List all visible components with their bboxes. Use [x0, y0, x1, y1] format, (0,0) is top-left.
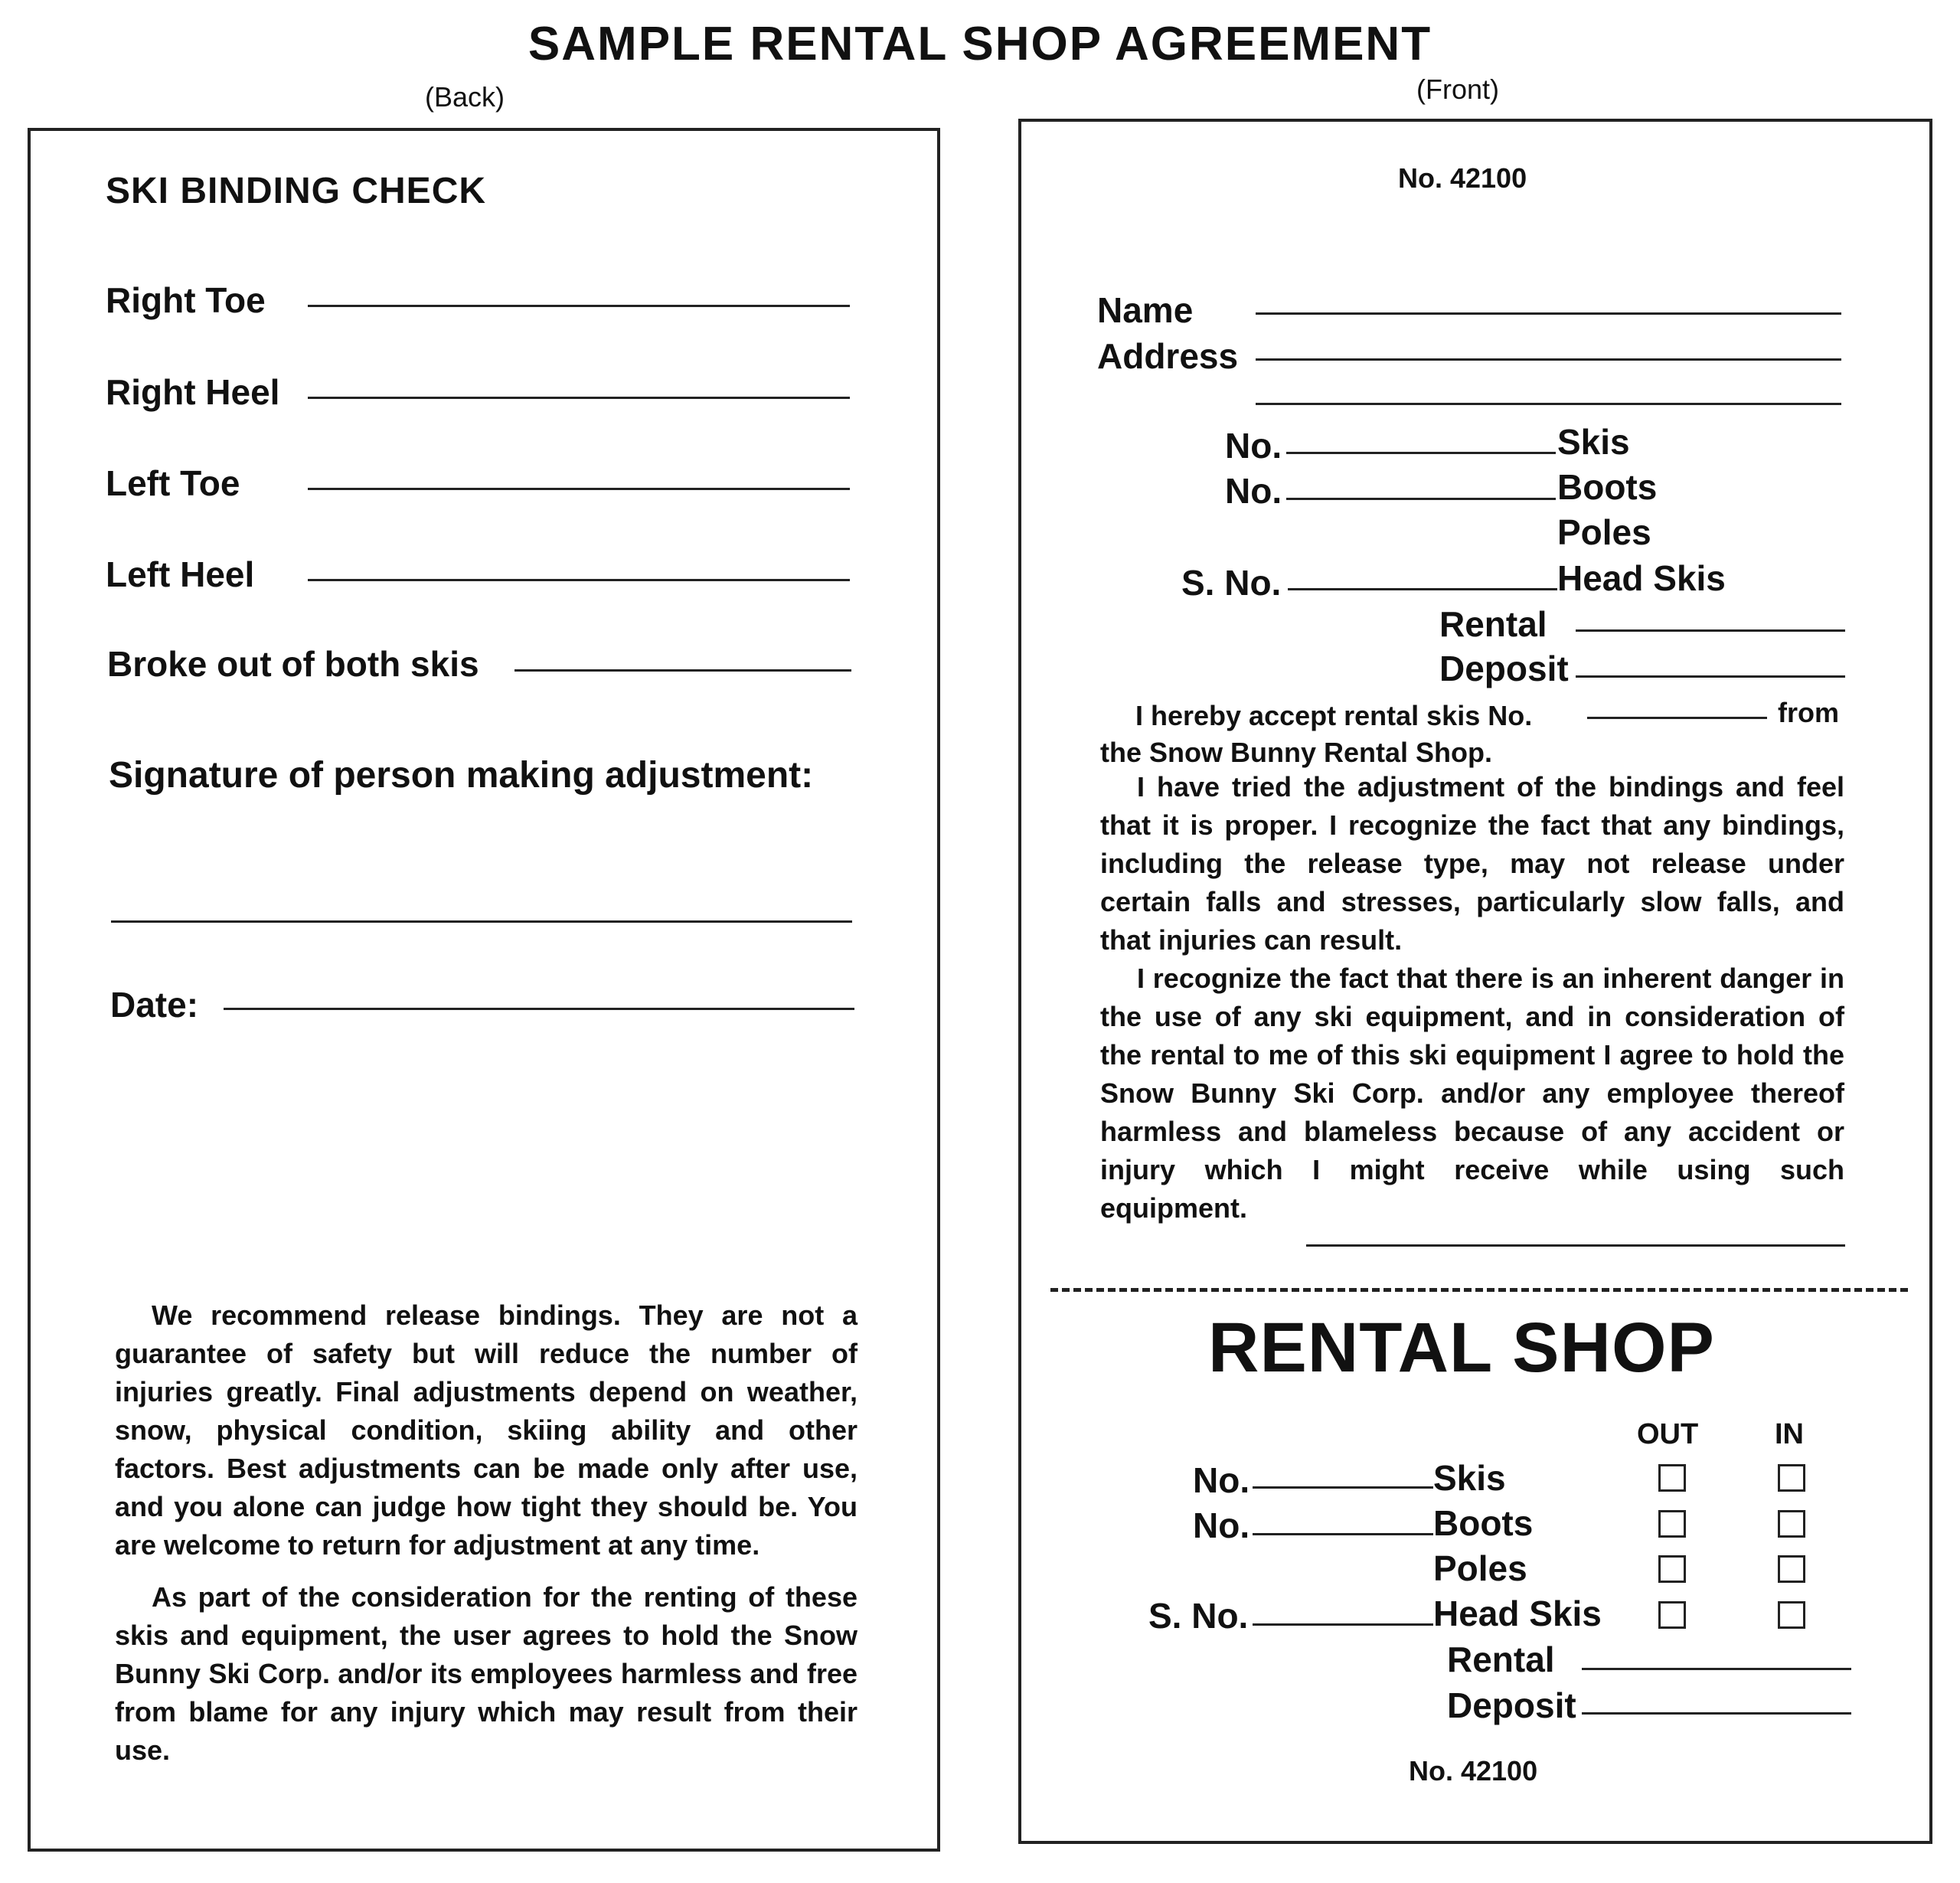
name-field[interactable] — [1256, 312, 1841, 315]
back-disclaimer — [115, 1296, 858, 1770]
skis-in-checkbox[interactable] — [1778, 1464, 1805, 1492]
back-label: (Back) — [425, 81, 505, 113]
stub-deposit-label: Deposit — [1447, 1685, 1576, 1725]
adjustment-paragraph: I have tried the adjustment of the bindings and feel that it is proper. I recognize the fact that any bindings, including the release type, may not release under certain falls and stresses, particularly slow falls, and that injuries can result. — [1100, 771, 1844, 956]
left-toe-field[interactable] — [308, 488, 850, 490]
stub-skis-label: Skis — [1433, 1458, 1506, 1498]
right-toe-field[interactable] — [308, 305, 850, 307]
boots-in-checkbox[interactable] — [1778, 1510, 1805, 1538]
deposit-field[interactable] — [1576, 675, 1845, 678]
from-text: from — [1778, 697, 1839, 728]
agreement-number: No. 42100 — [1398, 162, 1527, 194]
poles-out-checkbox[interactable] — [1658, 1555, 1686, 1583]
deposit-label: Deposit — [1439, 649, 1569, 688]
boots-no-field[interactable] — [1286, 498, 1556, 500]
stub-skis-no-label: No. — [1193, 1460, 1250, 1500]
name-label: Name — [1097, 290, 1194, 330]
accept-text: I hereby accept rental skis No. — [1135, 700, 1533, 731]
signature-field[interactable] — [111, 920, 852, 923]
right-heel-field[interactable] — [308, 397, 850, 399]
front-agreement-text — [1100, 768, 1844, 1228]
stub-boots-no-label: No. — [1193, 1505, 1250, 1545]
head-skis-in-checkbox[interactable] — [1778, 1601, 1805, 1629]
tear-line — [1050, 1288, 1908, 1292]
inherent-danger-paragraph: I recognize the fact that there is an inherent danger in the use of any ski equipment, and in consideration of the rental to me of this ski equipment I agree to hold the Snow Bunny Ski Corp. and/or any employee thereof harmless and blameless because of any accident or injury which I might receive while using such equipment. — [1100, 963, 1844, 1224]
right-toe-label: Right Toe — [106, 280, 266, 320]
front-label: (Front) — [1416, 74, 1499, 105]
in-column-label: IN — [1775, 1418, 1804, 1450]
agreement-signature-field[interactable] — [1306, 1244, 1845, 1247]
left-toe-label: Left Toe — [106, 463, 240, 503]
poles-label: Poles — [1557, 512, 1651, 552]
rental-shop-heading: RENTAL SHOP — [1208, 1309, 1715, 1387]
head-skis-out-checkbox[interactable] — [1658, 1601, 1686, 1629]
rental-label: Rental — [1439, 604, 1547, 644]
left-heel-label: Left Heel — [106, 554, 255, 594]
date-label: Date: — [110, 985, 199, 1025]
skis-out-checkbox[interactable] — [1658, 1464, 1686, 1492]
serial-no-field[interactable] — [1288, 588, 1557, 590]
boots-label: Boots — [1557, 467, 1658, 507]
stub-boots-label: Boots — [1433, 1503, 1534, 1543]
boots-no-label: No. — [1225, 471, 1282, 511]
stub-skis-no-field[interactable] — [1253, 1486, 1433, 1489]
page-title: SAMPLE RENTAL SHOP AGREEMENT — [528, 18, 1432, 70]
head-skis-label: Head Skis — [1557, 558, 1726, 598]
stub-deposit-field[interactable] — [1582, 1712, 1851, 1715]
out-column-label: OUT — [1637, 1418, 1699, 1450]
stub-boots-no-field[interactable] — [1253, 1533, 1433, 1535]
date-field[interactable] — [224, 1008, 854, 1010]
rental-field[interactable] — [1576, 629, 1845, 632]
serial-no-label: S. No. — [1181, 563, 1282, 603]
boots-out-checkbox[interactable] — [1658, 1510, 1686, 1538]
consideration-paragraph: As part of the consideration for the renting of these skis and equipment, the user agrees to hold the Snow Bunny Ski Corp. and/or its employees harmless and free from blame for any injury which may result from their use. — [115, 1581, 858, 1766]
accepted-skis-no-field[interactable] — [1587, 717, 1767, 719]
stub-head-skis-label: Head Skis — [1433, 1594, 1602, 1633]
recommendation-paragraph: We recommend release bindings. They are not a guarantee of safety but will reduce the number of injuries greatly. Final adjustments depend on weather, snow, physical condition, skiing ability and other factors. Best adjustments can be made only after use, and you alone can judge how tight they should be. You are welcome to return for adjustment at any time. — [115, 1299, 858, 1561]
poles-in-checkbox[interactable] — [1778, 1555, 1805, 1583]
binding-check-heading: SKI BINDING CHECK — [106, 171, 487, 211]
left-heel-field[interactable] — [308, 579, 850, 581]
stub-poles-label: Poles — [1433, 1548, 1527, 1588]
stub-serial-no-label: S. No. — [1148, 1596, 1249, 1636]
address-label: Address — [1097, 336, 1239, 376]
skis-no-field[interactable] — [1286, 452, 1556, 454]
skis-no-label: No. — [1225, 426, 1282, 466]
stub-rental-field[interactable] — [1582, 1668, 1851, 1670]
right-heel-label: Right Heel — [106, 372, 280, 412]
broke-out-label: Broke out of both skis — [107, 644, 479, 684]
address-field-line-2[interactable] — [1256, 403, 1841, 405]
stub-serial-no-field[interactable] — [1253, 1623, 1433, 1626]
signature-label: Signature of person making adjustment: — [109, 755, 814, 796]
rental-shop-text: the Snow Bunny Rental Shop. — [1100, 737, 1492, 768]
address-field[interactable] — [1256, 358, 1841, 361]
stub-rental-label: Rental — [1447, 1639, 1555, 1679]
broke-out-field[interactable] — [514, 669, 851, 672]
stub-number: No. 42100 — [1409, 1755, 1538, 1787]
skis-label: Skis — [1557, 422, 1630, 462]
